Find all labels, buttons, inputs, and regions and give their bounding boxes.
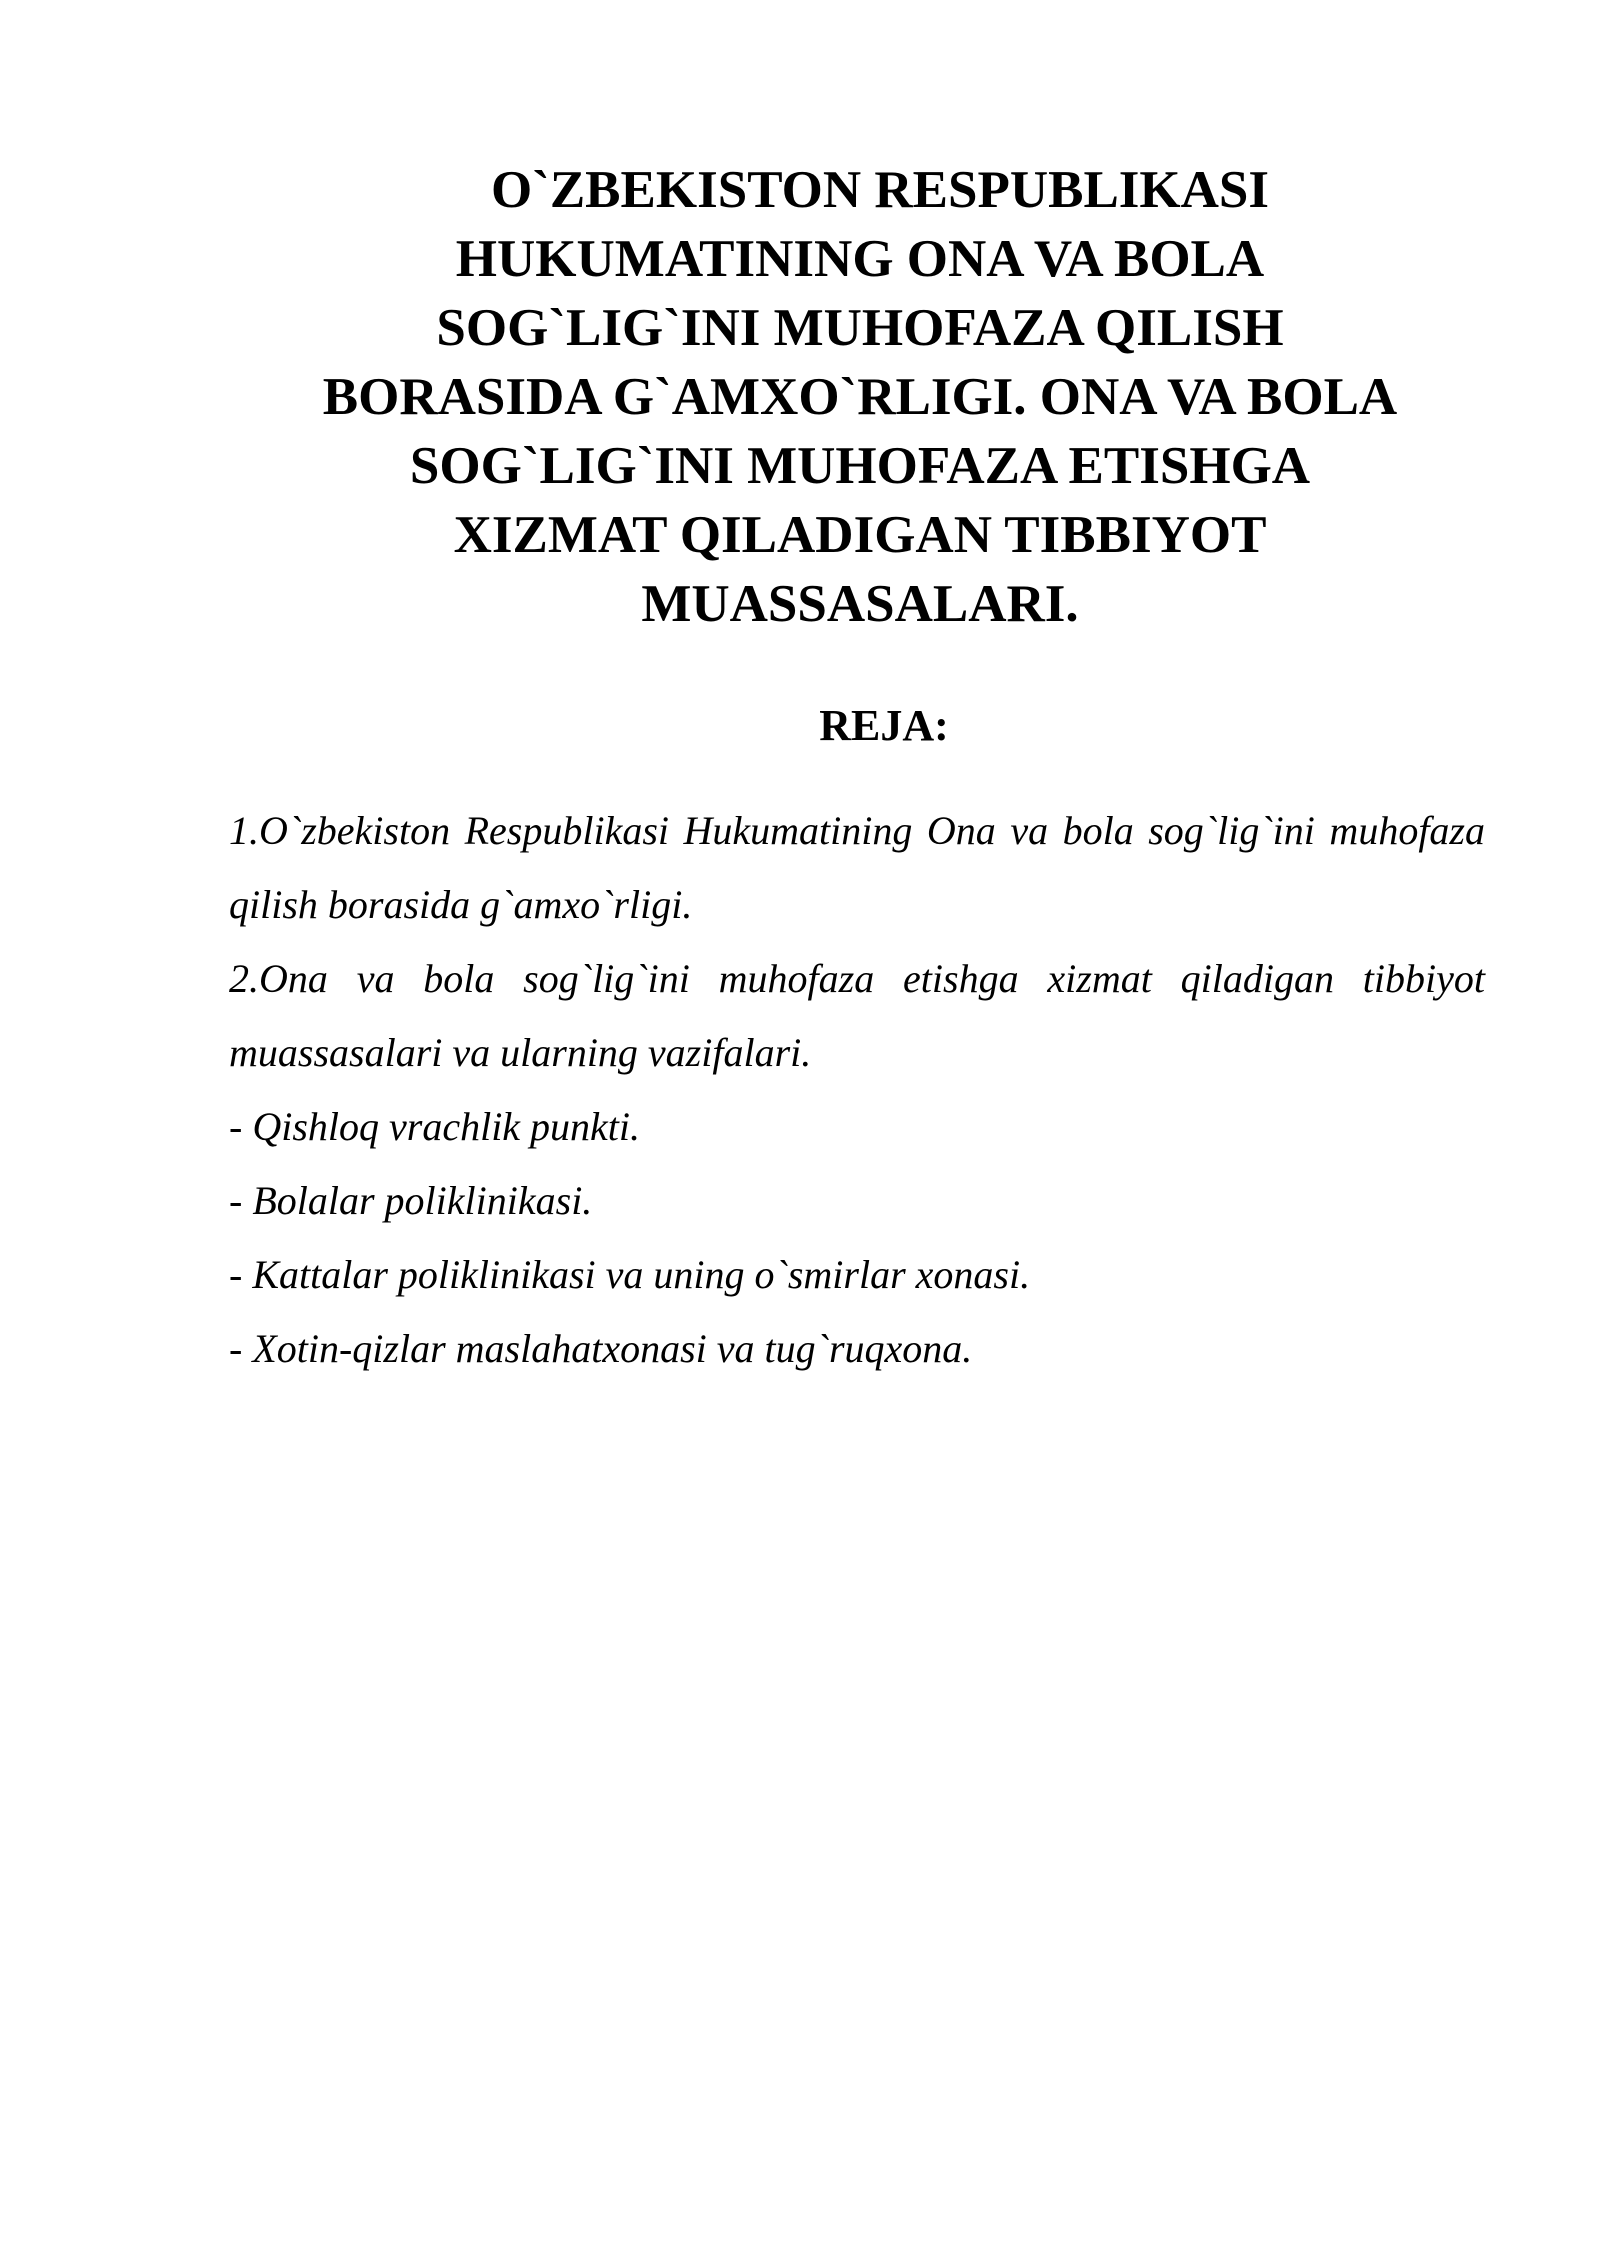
plan-heading: REJA: [819, 701, 949, 750]
plan-sub-item: - Kattalar poliklinikasi va uning o`smirlar xonasi. [229, 1252, 1031, 1297]
title-line: XIZMAT QILADIGAN TIBBIYOT [453, 506, 1267, 564]
title-line: HUKUMATINING ONA VA BOLA [455, 230, 1265, 288]
title-line: BORASIDA G`AMXO`RLIGI. ONA VA BOLA [322, 368, 1398, 426]
plan-sub-item: - Qishloq vrachlik punkti. [229, 1104, 641, 1149]
document-title [235, 156, 1485, 639]
title-line: O`ZBEKISTON RESPUBLIKASI [490, 161, 1270, 219]
plan-item: 2.Ona va bola sog`lig`ini muhofaza etishga xizmat qiladigan tibbiyot muassasalari va ularning vazifalari. [229, 956, 1485, 1075]
title-line: SOG`LIG`INI MUHOFAZA QILISH [436, 299, 1284, 357]
plan-item: 1.O`zbekiston Respublikasi Hukumatining Ona va bola sog`lig`ini muhofaza qilish borasida g`amxo`rligi. [229, 808, 1485, 927]
plan-sub-item: - Xotin-qizlar maslahatxonasi va tug`ruqxona. [229, 1326, 973, 1371]
plan-list [229, 794, 1485, 1386]
title-line: SOG`LIG`INI MUHOFAZA ETISHGA [409, 437, 1311, 495]
plan-sub-item: - Bolalar poliklinikasi. [229, 1178, 593, 1223]
title-line: MUASSASALARI. [641, 575, 1079, 633]
